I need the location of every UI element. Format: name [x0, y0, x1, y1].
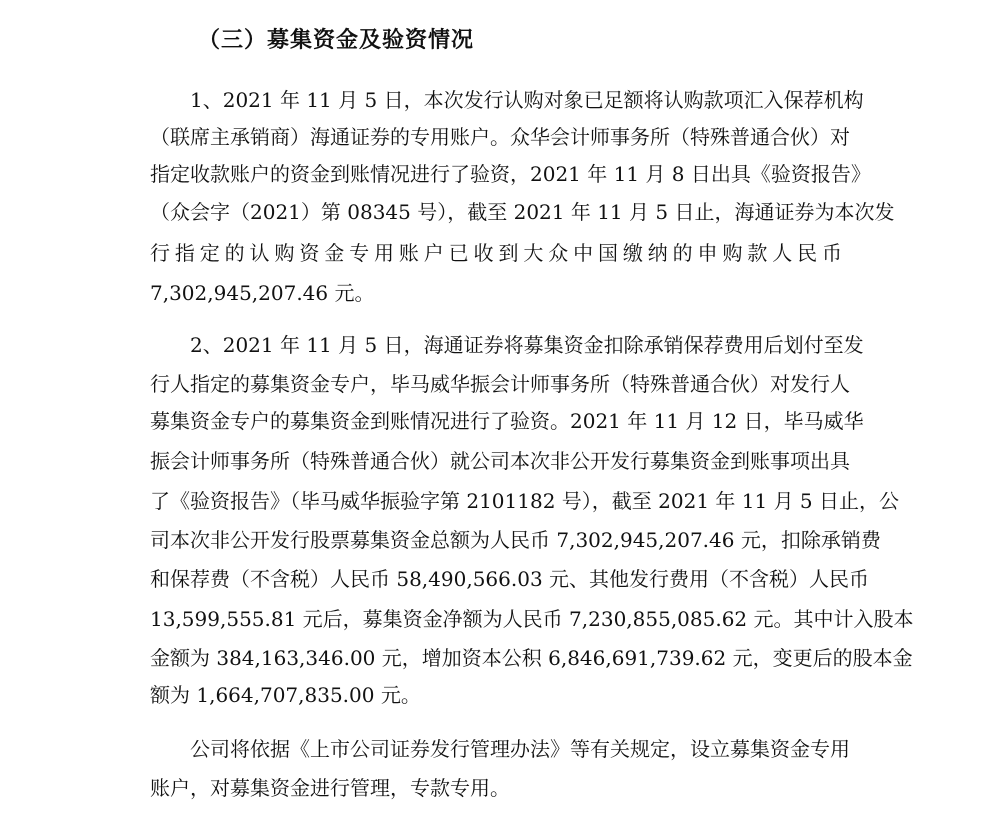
paragraph-line: （众会字（2021）第 08345 号），截至 2021 年 11 月 5 日止，海通证券为本次发 — [150, 200, 895, 224]
paragraph-line: 额为 1,664,707,835.00 元。 — [150, 683, 421, 707]
paragraph-line: 和保荐费（不含税）人民币 58,490,566.03 元、其他发行费用（不含税）人民币 — [150, 567, 870, 591]
paragraph-line: （联席主承销商）海通证券的专用账户。众华会计师事务所（特殊普通合伙）对 — [150, 125, 850, 149]
paragraph-line: 了《验资报告》（毕马威华振验字第 2101182 号），截至 2021 年 11 月 5 日止，公 — [150, 489, 900, 513]
paragraph-line: 振会计师事务所（特殊普通合伙）就公司本次非公开发行募集资金到账事项出具 — [150, 449, 850, 473]
paragraph-line: 行人指定的募集资金专户，毕马威华振会计师事务所（特殊普通合伙）对发行人 — [150, 372, 850, 396]
paragraph-line: 账户，对募集资金进行管理，专款专用。 — [150, 776, 510, 800]
paragraph-line: 行指定的认购资金专用账户已收到大众中国缴纳的申购款人民币 — [150, 241, 842, 265]
paragraph-line: 公司将依据《上市公司证券发行管理办法》等有关规定，设立募集资金专用 — [190, 737, 850, 761]
paragraph-line: 2、2021 年 11 月 5 日，海通证券将募集资金扣除承销保荐费用后划付至发 — [190, 333, 864, 357]
paragraph-line: 司本次非公开发行股票募集资金总额为人民币 7,302,945,207.46 元，扣除承销费 — [150, 528, 881, 552]
paragraph-line: 金额为 384,163,346.00 元，增加资本公积 6,846,691,739.62 元，变更后的股本金 — [150, 646, 913, 670]
section-heading: （三）募集资金及验资情况 — [198, 27, 475, 53]
paragraph-line: 13,599,555.81 元后，募集资金净额为人民币 7,230,855,085.62 元。其中计入股本 — [150, 607, 914, 631]
paragraph-line: 指定收款账户的资金到账情况进行了验资，2021 年 11 月 8 日出具《验资报告》 — [150, 162, 871, 186]
paragraph-line: 募集资金专户的募集资金到账情况进行了验资。2021 年 11 月 12 日，毕马威华 — [150, 409, 864, 433]
paragraph-line: 1、2021 年 11 月 5 日，本次发行认购对象已足额将认购款项汇入保荐机构 — [190, 88, 864, 112]
paragraph-line: 7,302,945,207.46 元。 — [150, 281, 375, 305]
